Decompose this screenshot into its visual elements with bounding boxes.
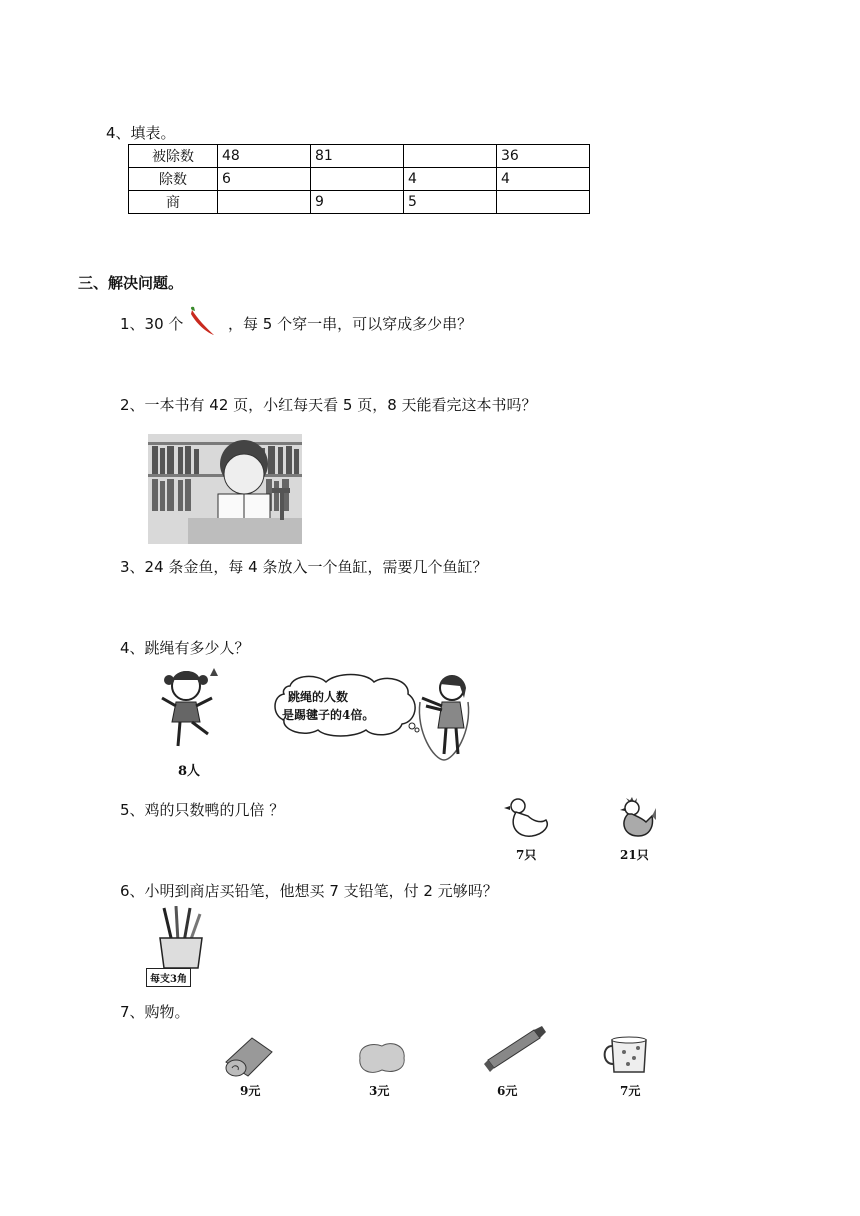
table-cell: 5: [404, 191, 497, 214]
table-cell: 9: [311, 191, 404, 214]
table-cell: 36: [497, 145, 590, 168]
cup-icon: [600, 1034, 652, 1080]
toothpaste-icon: [482, 1024, 548, 1078]
table-cell: 48: [218, 145, 311, 168]
pencil-cup-image: [150, 906, 214, 974]
reading-boy-image: [148, 434, 302, 544]
price-tag: 每支3角: [146, 968, 191, 987]
chicken-icon: [612, 796, 658, 844]
fill-table-title: 4、填表。: [106, 124, 176, 142]
table-cell: 6: [218, 168, 311, 191]
table-cell: [404, 145, 497, 168]
towel-icon: [222, 1034, 276, 1082]
question-7-text: 7、购物。: [120, 1003, 190, 1021]
table-row: [129, 191, 590, 214]
soap-icon: [356, 1038, 408, 1080]
bubble-line-2: 是踢毽子的4倍。: [282, 708, 375, 722]
question-1-prefix: 1、30 个: [120, 315, 184, 333]
row-header: 商: [129, 191, 218, 214]
question-3-text: 3、24 条金鱼，每 4 条放入一个鱼缸，需要几个鱼缸？: [120, 558, 488, 576]
table-row: [129, 168, 590, 191]
chili-pepper-icon: [186, 306, 220, 342]
shuttlecock-girl-image: [156, 668, 222, 756]
speech-bubble: [270, 672, 420, 738]
cup-price: 7元: [620, 1084, 641, 1098]
question-5-text: 5、鸡的只数鸭的几倍 ？: [120, 801, 285, 819]
table-row: [129, 145, 590, 168]
jump-count-label: 8人: [178, 764, 201, 779]
question-1-suffix: ，每 5 个穿一串，可以穿成多少串？: [228, 315, 473, 333]
table-cell: [311, 168, 404, 191]
table-cell: [218, 191, 311, 214]
duck-count-label: 7只: [516, 848, 537, 862]
soap-price: 3元: [369, 1084, 390, 1098]
table-cell: 81: [311, 145, 404, 168]
question-2-text: 2、一本书有 42 页，小红每天看 5 页，8 天能看完这本书吗？: [120, 396, 537, 414]
chicken-count-label: 21只: [620, 848, 649, 862]
question-4-text: 4、跳绳有多少人？: [120, 639, 250, 657]
section-heading: 三、解决问题。: [78, 274, 184, 292]
duck-icon: [504, 796, 550, 844]
row-header: 被除数: [129, 145, 218, 168]
fill-table: [128, 144, 590, 214]
jump-rope-girl-image: [414, 672, 474, 766]
bubble-line-1: 跳绳的人数: [288, 690, 349, 704]
question-6-text: 6、小明到商店买铅笔，他想买 7 支铅笔，付 2 元够吗？: [120, 882, 498, 900]
table-cell: [497, 191, 590, 214]
towel-price: 9元: [240, 1084, 261, 1098]
table-cell: 4: [404, 168, 497, 191]
table-cell: 4: [497, 168, 590, 191]
toothpaste-price: 6元: [497, 1084, 518, 1098]
row-header: 除数: [129, 168, 218, 191]
